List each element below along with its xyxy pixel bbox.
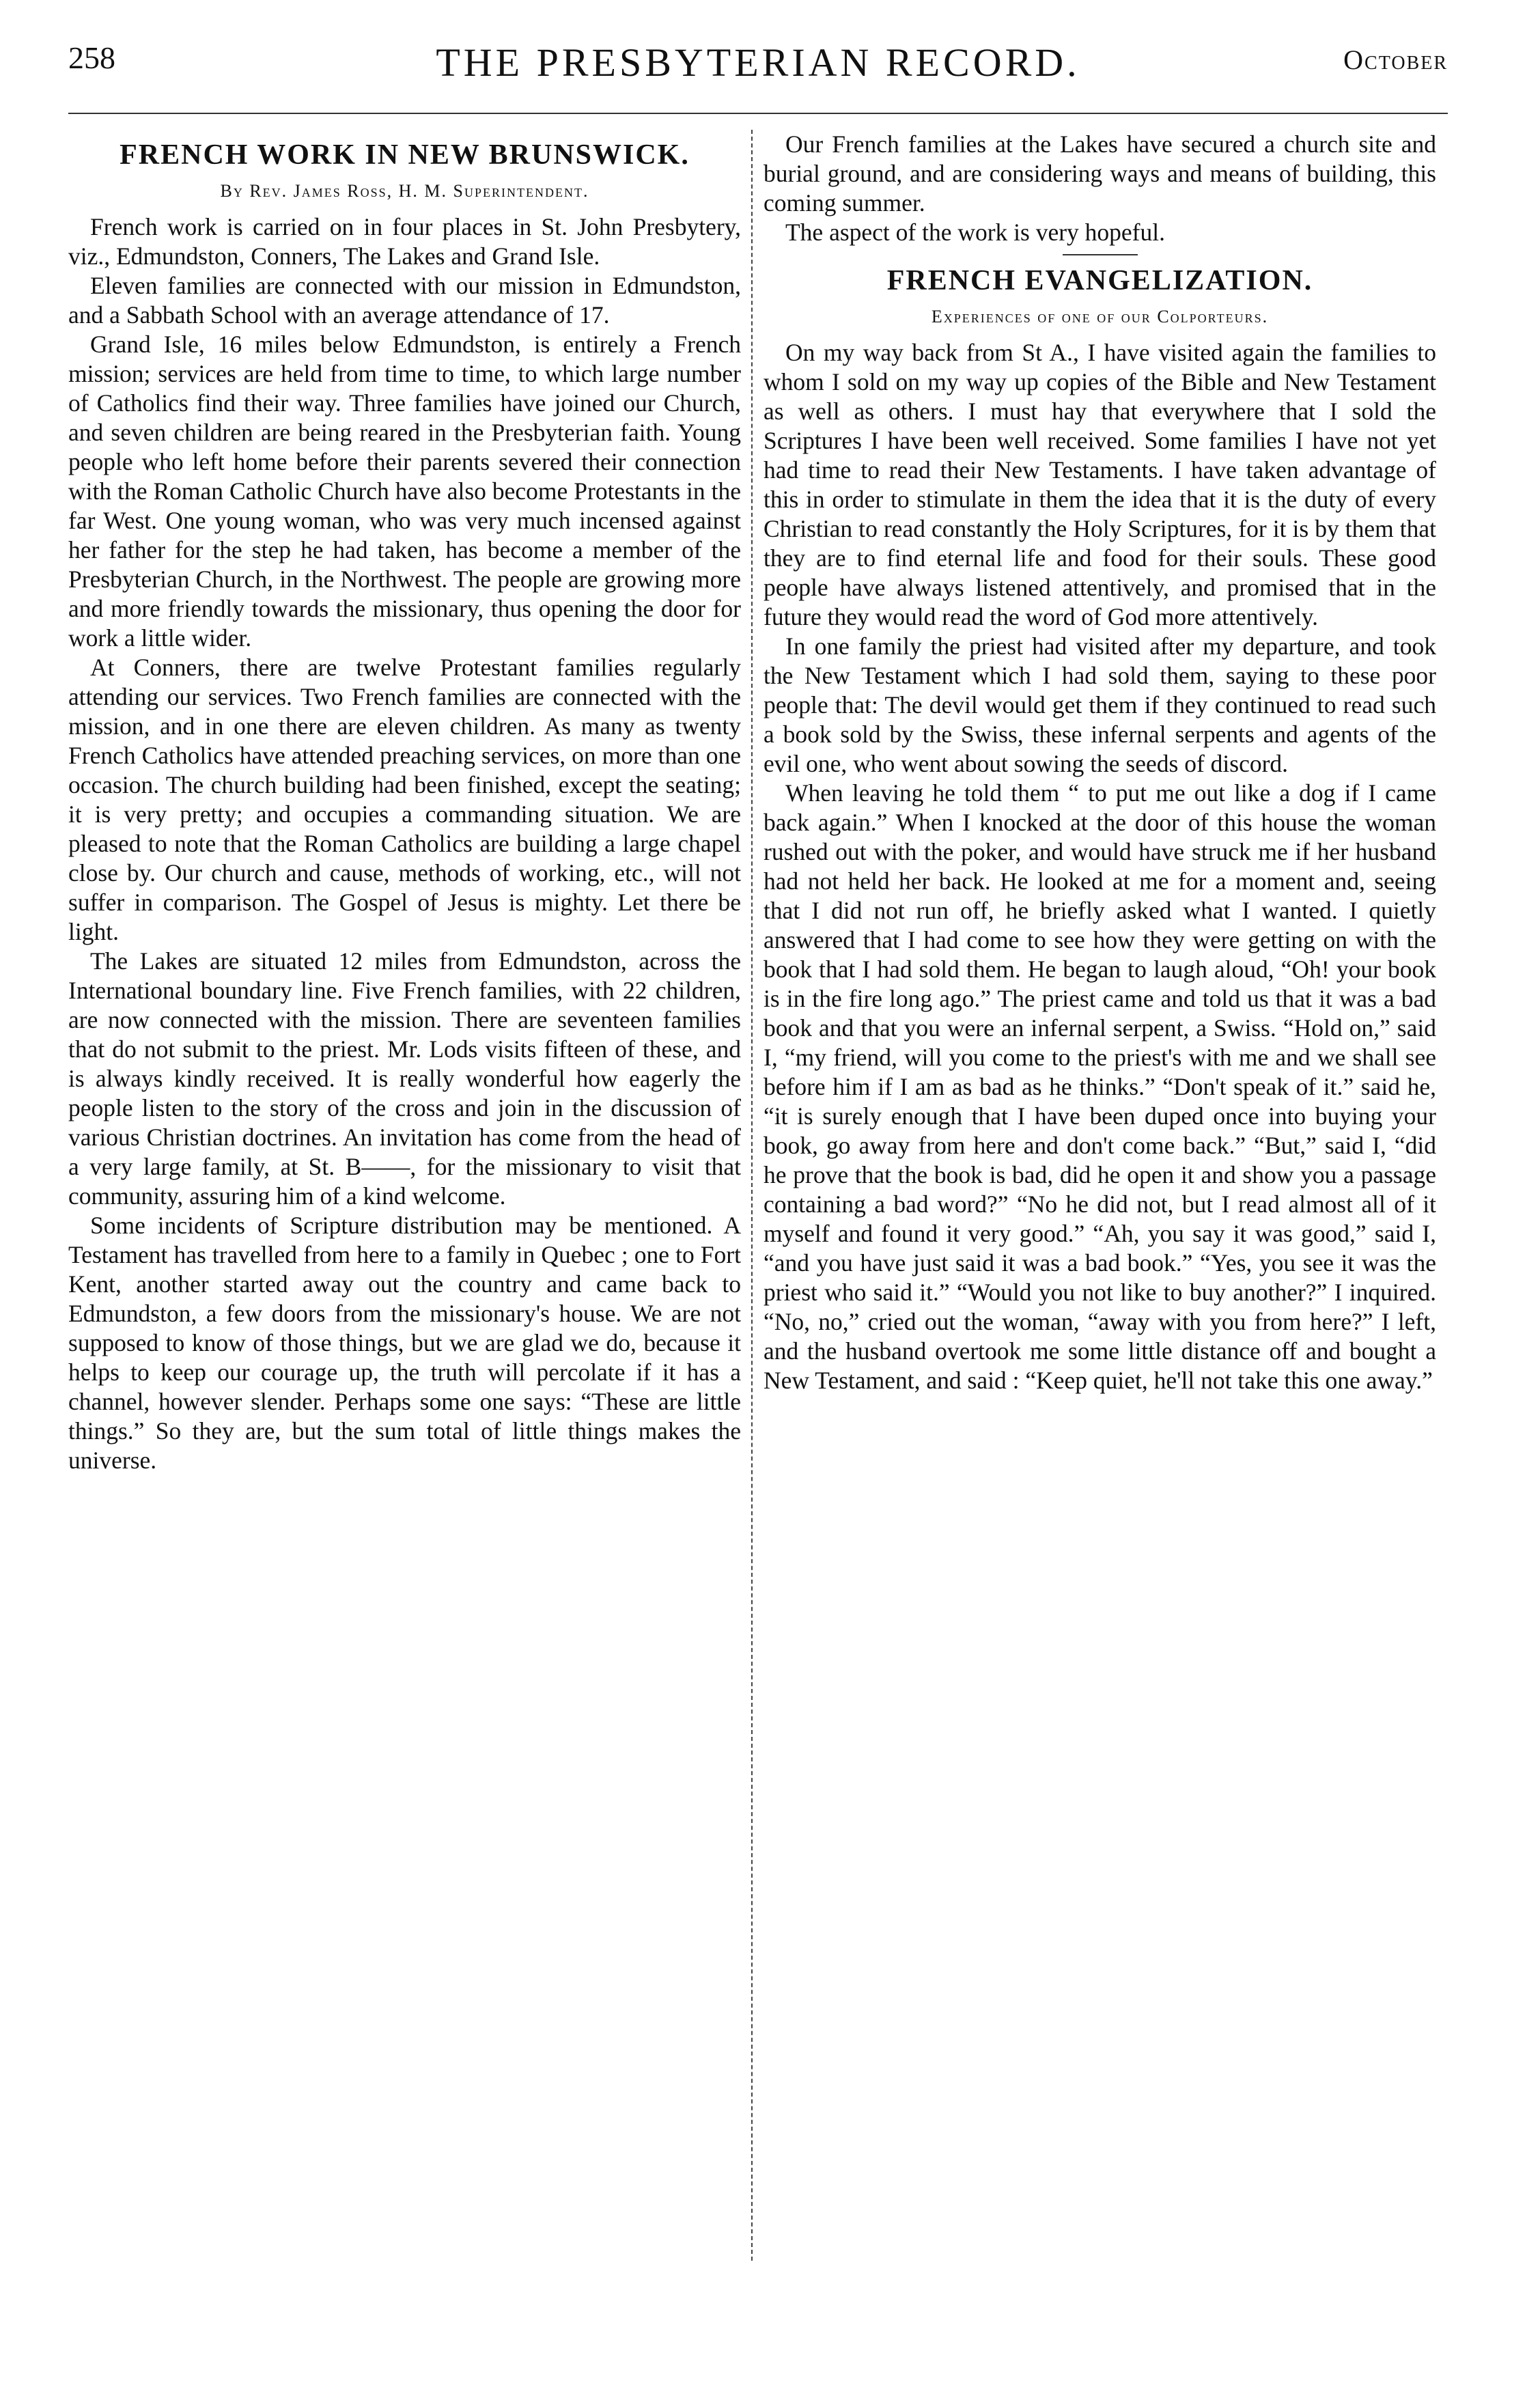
column-divider — [751, 130, 753, 2261]
article2-paragraph: On my way back from St A., I have visited again the families to whom I sold on my way up copies of the Bible and New Testament as well as others. I must hay that everywhere that I sold the Scriptures I have been well received. Some families I have not yet had time to read their New Testaments. I have taken advantage of this in order to stimulate in them the idea that it is the duty of every Christian to read constantly the Holy Scriptures, for it is by them that they are to find eternal life and food for their souls. These good people have always listened attentively, and promised that in the future they would read the word of God more attentively. — [764, 339, 1436, 630]
article1-heading: FRENCH WORK IN NEW BRUNSWICK. — [120, 139, 690, 171]
issue-month: October — [1343, 44, 1448, 75]
article1-paragraph: Eleven families are connected with our mission in Edmundston, and a Sabbath School with an average attendance of 17. — [68, 272, 741, 329]
article1-paragraph: French work is carried on in four places in St. John Presbytery, viz., Edmundston, Conners, The Lakes and Grand Isle. — [68, 213, 741, 270]
left-column — [68, 130, 741, 1475]
header-rule — [68, 113, 1448, 114]
article1-paragraph: At Conners, there are twelve Protestant families regularly attending our services. Two French families are connected with the mission, and in one there are eleven children. As many as twenty French Catholics have attended preaching services, on more than one occasion. The church building had been finished, except the seating; it is very pretty; and occupies a commanding situation. We are pleased to note that the Roman Catholics are building a large chapel close by. Our church and cause, methods of working, etc., will not suffer in comparison. The Gospel of Jesus is mighty. Let there be light. — [68, 654, 741, 945]
article1-paragraph: The aspect of the work is very hopeful. — [785, 219, 1165, 246]
right-column — [764, 130, 1436, 1395]
article1-paragraph: Our French families at the Lakes have secured a church site and burial ground, and are considering ways and means of building, this coming summer. — [764, 130, 1436, 217]
article2-paragraph: In one family the priest had visited after my departure, and took the New Testament which I had sold them, saying to these poor people that: The devil would get them if they continued to read such a book sold by the Swiss, these infernal serpents and agents of the evil one, who went about sowing the seeds of discord. — [764, 632, 1436, 777]
article2-paragraph: When leaving he told them “ to put me out like a dog if I came back again.” When I knocked at the door of this house the woman rushed out with the poker, and would have struck me if her husband had not held her back. He looked at me for a moment and, seeing that I did not run off, he briefly asked what I wanted. I quietly answered that I had come to see how they were getting on with the book that I had sold them. He began to laugh aloud, “Oh! your book is in the fire long ago.” The priest came and told us that it was a bad book and that you were an infernal serpent, a Swiss. “Hold on,” said I, “my friend, will you come to the priest's with me and we shall see before him if I am as bad as he thinks.” “Don't speak of it.” said he, “it is surely enough that I have been duped once into buying your book, go away from here and don't come back.” “But,” said I, “did he prove that the book is bad, did he open it and show you a passage containing a bad word?” “No he did not, but I read almost all of it myself and found it very good.” “Ah, you say it was good,” said I, “and you have just said it was a bad book.” “Yes, you see it was the priest who said it.” “Would you not like to buy another?” I inquired. “No, no,” cried out the woman, “away with you from here?” I left, and the husband overtook me some little distance off and bought a New Testament, and said : “Keep quiet, he'll not take this one away.” — [764, 779, 1436, 1394]
article1-paragraph: The Lakes are situated 12 miles from Edmundston, across the International boundary line. Five French families, with 22 children, are now connected with the mission. There are seventeen families that do not submit to the priest. Mr. Lods visits fifteen of these, and is always kindly received. It is really wonderful how eagerly the people listen to the story of the cross and join in the discussion of various Christian doctrines. An invitation has come from the head of a very large family, at St. B——, for the missionary to visit that community, assuring him of a kind welcome. — [68, 947, 741, 1210]
article-separator — [1063, 254, 1138, 255]
article1-byline: By Rev. James Ross, H. M. Superintendent. — [220, 181, 589, 201]
article1-paragraph: Some incidents of Scripture distribution may be mentioned. A Testament has travelled from here to a family in Quebec ; one to Fort Kent, another started away out the country and came back to Edmundston, a few doors from the missionary's house. We are not supposed to know of those things, but we are glad we do, because it helps to keep our courage up, the truth will percolate if it has a channel, however slender. Perhaps some one says: “These are little things.” So they are, but the sum total of little things makes the universe. — [68, 1212, 741, 1474]
page-number: 258 — [68, 40, 115, 75]
article1-paragraph: Grand Isle, 16 miles below Edmundston, is entirely a French mission; services are held from time to time, to which large number of Catholics find their way. Three families have joined our Church, and seven children are being reared in the Presbyterian faith. Young people who left home before their parents severed their connection with the Roman Catholic Church have also become Protestants in the far West. One young woman, who was very much incensed against her father for the step he had taken, has become a member of the Presbyterian Church, in the Northwest. The people are growing more and more friendly towards the missionary, thus opening the door for work a little wider. — [68, 331, 741, 652]
article2-heading: FRENCH EVANGELIZATION. — [886, 265, 1313, 296]
journal-title: THE PRESBYTERIAN RECORD. — [436, 40, 1080, 85]
page-header — [68, 40, 1448, 94]
article2-byline: Experiences of one of our Colporteurs. — [931, 307, 1269, 326]
